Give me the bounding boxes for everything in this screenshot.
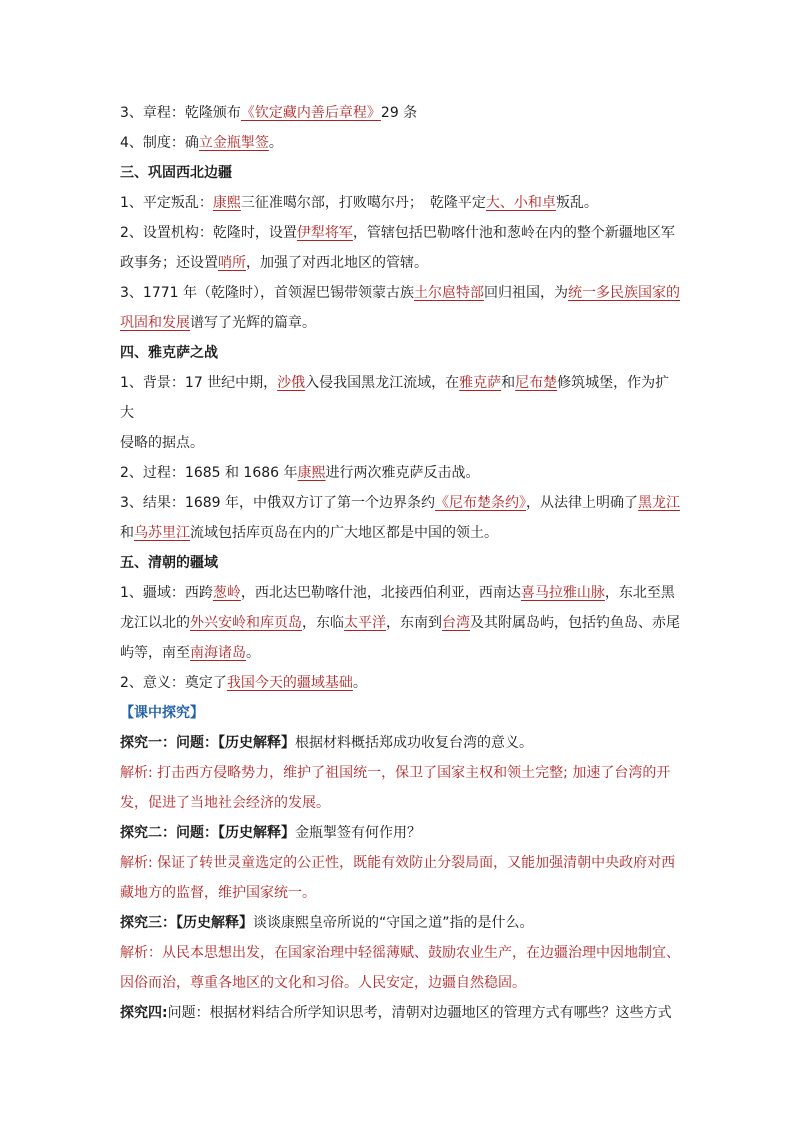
answer-blank: 外兴安岭和库页岛 <box>190 615 302 631</box>
question-3: 探究三：【历史解释】谈谈康熙皇帝所说的“守国之道”指的是什么。 <box>120 915 534 931</box>
section-heading-albazin: 四、雅克萨之战 <box>120 345 218 361</box>
answer-blank: 沙俄 <box>277 375 306 391</box>
answer-1-line-2: 发，促进了当地社会经济的发展。 <box>120 795 330 811</box>
answer-2-line-2: 藏地方的监督，维护国家统一。 <box>120 885 316 901</box>
answer-blank: 康熙 <box>297 465 326 481</box>
line-process: 2、过程：1685 和 1686 年康熙进行两次雅克萨反击战。 <box>120 465 480 481</box>
answer-blank: 黑龙江 <box>638 495 680 511</box>
answer-blank: 土尔扈特部 <box>414 285 484 301</box>
line-background-1: 1、背景：17 世纪中期，沙俄入侵我国黑龙江流域，在雅克萨和尼布楚修筑城堡，作为扩大 <box>120 375 670 421</box>
line-system: 4、制度：确立金瓶掣签。 <box>120 135 283 151</box>
question-2: 探究二：问题：【历史解释】金瓶掣签有何作用？ <box>120 825 421 841</box>
answer-blank: 立金瓶掣签 <box>198 135 269 151</box>
answer-blank: 尼布楚 <box>515 375 558 391</box>
question-1: 探究一：问题：【历史解释】根据材料概括郑成功收复台湾的意义。 <box>120 735 533 751</box>
section-heading-inquiry: 【课中探究】 <box>120 705 204 721</box>
answer-blank: 我国今天的疆域基础 <box>226 675 353 691</box>
document-body <box>120 98 680 1028</box>
line-significance: 2、意义：奠定了我国今天的疆域基础。 <box>120 675 367 691</box>
answer-3-line-2: 因俗而治，尊重各地区的文化和习俗。人民安定，边疆自然稳固。 <box>120 975 526 991</box>
line-rebellion: 1、平定叛乱：康熙三征准噶尔部，打败噶尔丹； 乾隆平定大、小和卓叛乱。 <box>120 195 598 211</box>
answer-1-line-1: 解析: 打击西方侵略势力，维护了祖国统一，保卫了国家主权和领土完整; 加速了台湾的开 <box>120 765 671 781</box>
line-result-2: 和乌苏里江流域包括库页岛在内的广大地区都是中国的领土。 <box>120 525 498 541</box>
line-torghut-2: 巩固和发展谱写了光辉的篇章。 <box>120 315 316 331</box>
answer-blank: 伊犁将军 <box>296 225 353 241</box>
answer-blank: 统一多民族国家的 <box>568 285 680 301</box>
answer-blank: 巩固和发展 <box>120 315 190 331</box>
answer-blank: 《钦定藏内善后章程》 <box>240 105 381 121</box>
answer-blank: 喜马拉雅山脉 <box>520 585 605 601</box>
line-background-2: 侵略的据点。 <box>120 435 204 451</box>
line-territory-3: 屿等，南至南海诸岛。 <box>120 645 260 661</box>
answer-blank: 太平洋 <box>344 615 386 631</box>
line-result-1: 3、结果：1689 年，中俄双方订了第一个边界条约《尼布楚条约》，从法律上明确了黑龙江 <box>120 495 680 511</box>
section-heading-territory: 五、清朝的疆域 <box>120 555 218 571</box>
question-4: 探究四:问题：根据材料结合所学知识思考，清朝对边疆地区的管理方式有哪些？这些方式 <box>120 1005 672 1021</box>
line-charter: 3、章程：乾隆颁布《钦定藏内善后章程》29 条 <box>120 105 418 121</box>
answer-blank: 雅克萨 <box>459 375 502 391</box>
answer-blank: 葱岭 <box>212 585 241 601</box>
answer-blank: 台湾 <box>442 615 470 631</box>
answer-2-line-1: 解析: 保证了转世灵童选定的公正性，既能有效防止分裂局面，又能加强清朝中央政府对西 <box>120 855 676 871</box>
line-torghut-1: 3、1771 年（乾隆时），首领渥巴锡带领蒙古族土尔扈特部回归祖国，为统一多民族国家的 <box>120 285 680 301</box>
answer-blank: 南海诸岛 <box>190 645 246 661</box>
line-territory-2: 龙江以北的外兴安岭和库页岛，东临太平洋，东南到台湾及其附属岛屿，包括钓鱼岛、赤尾 <box>120 615 680 631</box>
answer-blank: 《尼布楚条约》 <box>435 495 526 511</box>
line-institution-2: 政事务；还设置哨所，加强了对西北地区的管辖。 <box>120 255 428 271</box>
answer-blank: 大、小和卓 <box>485 195 556 211</box>
section-heading-northwest: 三、巩固西北边疆 <box>120 165 232 181</box>
answer-blank: 乌苏里江 <box>134 525 190 541</box>
answer-blank: 哨所 <box>218 255 246 271</box>
answer-3-line-1: 解析：从民本思想出发，在国家治理中轻徭薄赋、鼓励农业生产，在边疆治理中因地制宜、 <box>120 945 680 961</box>
line-institution-1: 2、设置机构：乾隆时，设置伊犁将军，管辖包括巴勒喀什池和葱岭在内的整个新疆地区军 <box>120 225 675 241</box>
answer-blank: 康熙 <box>212 195 241 211</box>
line-territory-1: 1、疆域：西跨葱岭，西北达巴勒喀什池，北接西伯利亚，西南达喜马拉雅山脉，东北至黑 <box>120 585 675 601</box>
